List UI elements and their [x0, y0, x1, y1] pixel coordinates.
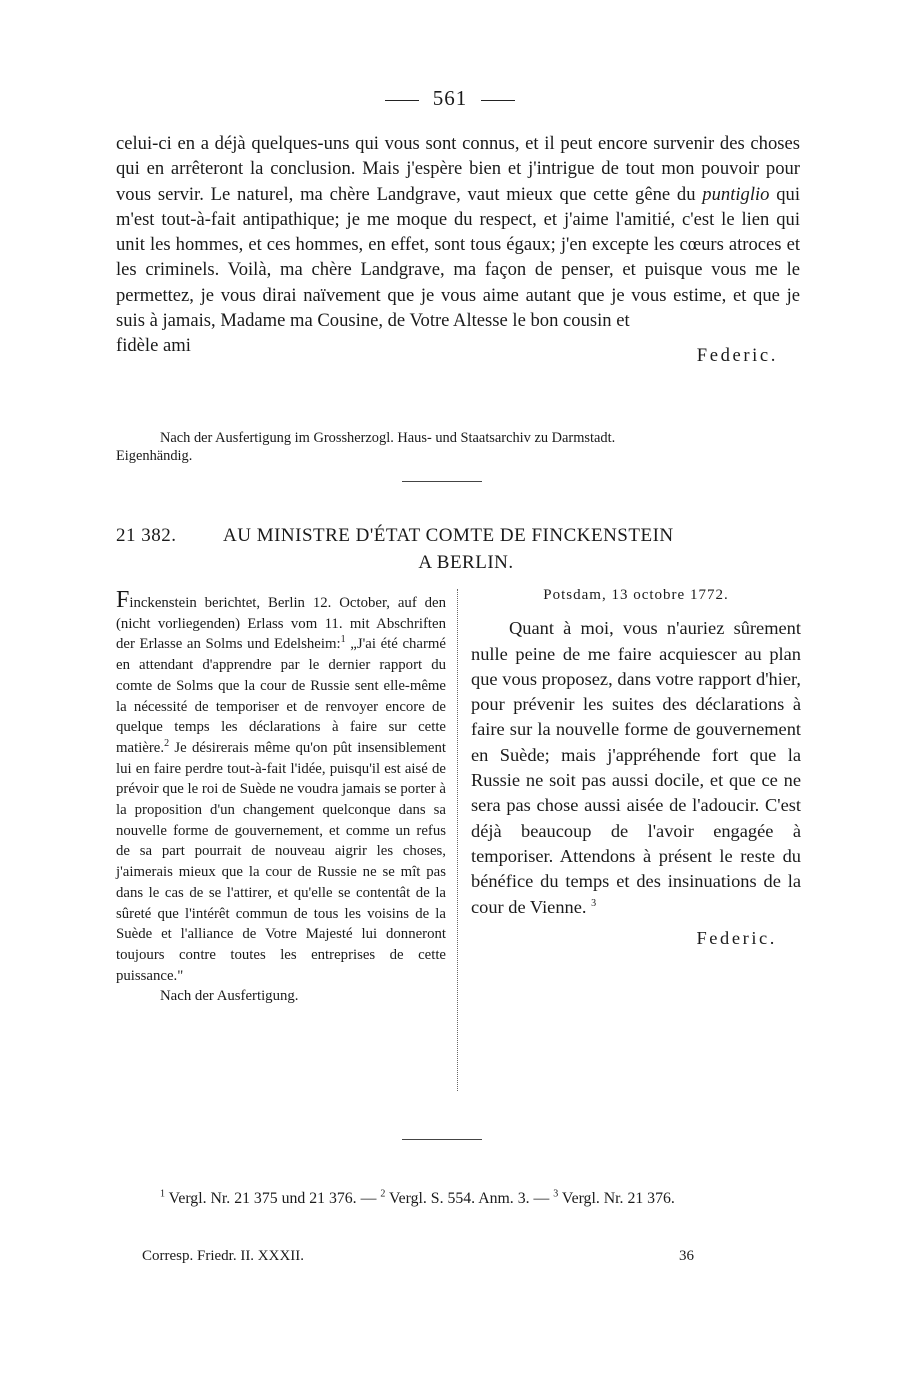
- footnote-marker: 3: [591, 897, 597, 909]
- page-number: [0, 86, 900, 111]
- document-number: 21 382.: [116, 525, 177, 546]
- reply-body: Quant à moi, vous n'auriez sûrement nulle peine de me faire acquiescer au plan que vous proposez, dans votre rapport d'hier, pour prévenir les suites des déclarations à faire sur la nouvelle forme de gouvernement en Suède; mais j'appréhende fort que la Russie ne soit pas aussi docile, et que ce ne sera pas chose aussi aisée de l'adoucir. C'est déjà beaucoup de l'avoir engagée à temporiser. Attendons à présent le reste du bénéfice du temps et des insinuations de la cour de Vienne.: [471, 618, 801, 917]
- letter-text-1: celui-ci en a déjà quelques-uns qui vous sont connus, et il peut encore survenir des choses qui en arrêteront la conclusion. Mais j'espère bien et j'intrigue de tout mon pouvoir pour vous servir. Le naturel, ma chère Landgrave, vaut mieux que cette gêne du: [116, 133, 800, 205]
- letter-text-2: qui m'est tout-à-fait antipathique; je me moque du respect, et j'aime l'amitié, c'est le lien qui unit les hommes, et ces hommes, en effet, sont tous égaux; j'en excepte les cœurs atroces et les criminels. Voilà, ma chère Landgrave, ma façon de penser, et puisque vous me le permettez, je vous dirai naïvement que je vous aime autant que je vous estime, et que je suis à jamais, Madame ma Cousine, de Votre Altesse le bon cousin et: [116, 183, 800, 332]
- left-text-2: „J'ai été charmé en attendant d'apprendre par le dernier rapport du comte de Solms que la cour de Russie sent elle-même la nécessité de temporiser et de renvoyer encore de quelque temps les déclarations à faire sur cette matière.: [116, 636, 447, 756]
- page-number-text: 561: [432, 86, 468, 110]
- footnote-number: 2: [380, 1188, 386, 1200]
- source-note-line: Eigenhändig.: [116, 448, 193, 464]
- left-column-text: [116, 587, 447, 986]
- letter-continuation: [116, 131, 800, 367]
- right-column: [471, 583, 801, 951]
- printer-signature-line: [142, 1248, 694, 1265]
- document-title-line2: A BERLIN.: [418, 552, 514, 573]
- footnote-number: 3: [553, 1188, 559, 1200]
- sheet-number: 36: [679, 1248, 694, 1264]
- reply-text: [471, 616, 801, 920]
- drop-cap: F: [116, 587, 130, 613]
- reply-signature: Federic.: [696, 927, 777, 948]
- footnotes: [116, 1188, 804, 1210]
- left-text-1: inckenstein berichtet, Berlin 12. October, auf den (nicht vorliegenden) Erlass vom 11. mit Abschriften der Erlasse an Solms und Edelsheim:: [116, 595, 446, 653]
- signature: Federic.: [696, 345, 778, 367]
- italic-word: puntiglio: [702, 183, 770, 205]
- footnote-3: Vergl. Nr. 21 376.: [558, 1190, 675, 1207]
- footnote-marker: 2: [164, 738, 170, 749]
- left-text-3: Je désirerais même qu'on pût insensiblement lui en faire perdre tout-à-fait l'idée, puisqu'il est aisé de prévoir que le roi de Suède ne voudra jamais se porter à la proposition d'un changement quelconque dans sa nouvelle forme de gouvernement, et comme un refus de sa part pourrait de nouveau aigrir les choses, j'aimerais mieux que la cour de Russie ne se mît pas dans le cas de se l'attirer, et qu'elle se contentât de la sûreté que l'intérêt commun de tous les voisins de la Suède et l'alliance de Votre Majesté lui donneront toujours contre toutes les entreprises de cette puissance.": [116, 739, 446, 984]
- footnote-marker: 1: [340, 634, 346, 646]
- dateline: Potsdam, 13 octobre 1772.: [543, 587, 729, 603]
- left-column: [116, 587, 447, 1007]
- footnote-number: 1: [160, 1188, 165, 1200]
- section-divider: [402, 481, 482, 482]
- footnote-1: Vergl. Nr. 21 375 und 21 376. —: [165, 1190, 381, 1207]
- volume-reference: Corresp. Friedr. II. XXXII.: [142, 1248, 305, 1264]
- source-note-line: Nach der Ausfertigung im Grossherzogl. Haus- und Staatsarchiv zu Darmstadt.: [160, 430, 616, 446]
- source-note: [116, 429, 804, 465]
- footnote-divider: [402, 1139, 482, 1140]
- document-heading: [116, 522, 800, 576]
- letter-body: [116, 131, 800, 333]
- page-number-dash-right: [481, 100, 515, 101]
- letter-signoff: [116, 333, 800, 367]
- column-divider: [457, 589, 458, 1091]
- page-number-dash-left: [385, 100, 419, 101]
- closing-phrase: fidèle ami: [116, 335, 191, 357]
- document-title: AU MINISTRE D'ÉTAT COMTE DE FINCKENSTEIN: [223, 525, 674, 546]
- footnote-text: [116, 1188, 804, 1210]
- footnote-2: Vergl. S. 554. Anm. 3. —: [385, 1190, 554, 1207]
- left-column-source: Nach der Ausfertigung.: [160, 988, 299, 1005]
